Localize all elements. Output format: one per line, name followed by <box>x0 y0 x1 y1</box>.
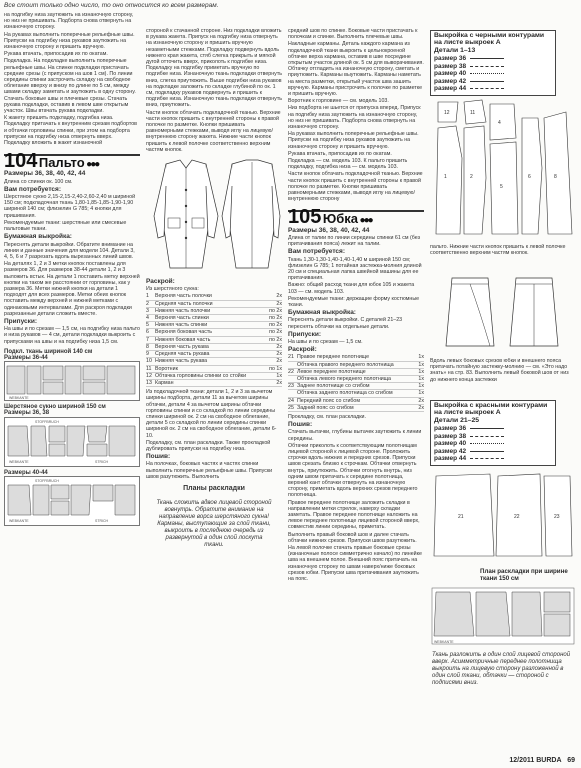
need-title-105: Вам потребуется: <box>288 248 345 256</box>
size-label: размер 38 <box>434 432 467 440</box>
svg-text:2: 2 <box>470 174 473 180</box>
difficulty-dots: ●●● <box>86 159 99 171</box>
size-legend-row <box>431 70 555 78</box>
allow-title: Припуски: <box>4 317 38 325</box>
model-number-105: 105 <box>288 206 322 229</box>
cut-list-row <box>146 344 282 351</box>
cut-row-label: Нижняя часть полочки <box>155 307 211 314</box>
c3-item-5: Подкладка — см. модель 103. К пальто пришить подкладку, подгибка низа — см. модель 103. <box>288 158 408 171</box>
cut-list-row <box>288 405 424 412</box>
cut-list-row <box>288 383 424 390</box>
c3-item-0: Накладные карманы. Деталь каждого кармана из подкладочной ткани выкроить к цельнокроеной обтачке верха кармана, оставив в шве посредине открытым участок длиной ок. 5 см для выворачивания. Обтачку отгладить на изнаночную сторону, сметать и приутюжить. Карманы выутюжить. Карманы наметать на места разметки, открытый участок шва зашить вручную. Карманы пристрочить к полочке по разметке и пришить вручную. <box>288 41 424 98</box>
svg-text:23: 23 <box>554 514 560 520</box>
cut-row-label: Нижняя часть спинки <box>155 322 208 329</box>
model-105-title <box>288 206 424 229</box>
cut-list-row <box>146 329 282 336</box>
size-label: размер 38 <box>434 62 467 70</box>
recommend-text: Рекомендуемые ткани: шерстяные или смесевые пальтовые ткани. <box>4 219 127 233</box>
cut-row-qty: по 2x <box>269 307 282 314</box>
cut-row-qty: 2x <box>418 397 424 404</box>
size-legend-1 <box>431 55 555 93</box>
size-label: размер 40 <box>434 440 467 448</box>
size-legend-row <box>431 55 555 63</box>
cut-list-row <box>288 390 424 397</box>
size-legend-row <box>431 433 555 441</box>
size-legend-row <box>431 63 555 71</box>
size-line-sample <box>470 58 504 59</box>
need-text: Шерстяное сукно 2,15-2,15-2,40-2,60-2,40 м шириной 150 см; подкладочная ткань 1,80-1,85-1,85-1,90-1,90 шириной 140 см; флизелин G 785; 4 кнопки для пришивания. <box>4 194 136 219</box>
cut-row-qty: по 2x <box>269 315 282 322</box>
c3-item-1: Воротник к горловине — см. модель 103. <box>288 98 389 105</box>
cut-row-qty: 2x <box>276 379 282 386</box>
fabric2-title: Шерстяное сукно шириной 150 см <box>4 404 106 411</box>
box2-sub: Детали 21–25 <box>434 417 480 424</box>
cut-row-number: 10 <box>146 358 152 365</box>
fabric1-title: Подкл. ткань шириной 140 см <box>4 348 93 355</box>
cut-row-qty: по 2x <box>269 336 282 343</box>
size-legend-row <box>431 448 555 456</box>
cut-list-row <box>146 308 282 315</box>
sizes-title: Размеры 36, 38, 40, 42, 44 <box>4 170 86 178</box>
cut-row-number: 3 <box>146 307 149 314</box>
cut-list-row <box>146 373 282 380</box>
sizes-sub-105: Длина от талии по линии середины спинки 61 см (без притачивания пояса) лежит на талии. <box>288 234 421 248</box>
plan-title-150: План раскладки при ширине ткани 150 см <box>480 568 568 582</box>
sew-title-105: Пошив: <box>288 421 313 429</box>
box1-title: Выкройка с черными контурами на листе выкроек А <box>434 32 545 46</box>
cut-row-number: 4 <box>146 315 149 322</box>
cut-row-qty: 1x <box>418 354 424 361</box>
svg-text:8: 8 <box>554 174 557 180</box>
cut-row-label: Передний пояс со сгибом <box>297 397 361 404</box>
cut-row-number: 13 <box>146 379 152 386</box>
stoffbruch-label-2: STOFFBRUCH <box>35 478 59 483</box>
size-line-sample <box>470 66 504 67</box>
svg-text:11: 11 <box>470 110 476 116</box>
svg-text:22: 22 <box>514 514 520 520</box>
cut-row-label: Воротник <box>155 365 178 372</box>
need-text2-105: Важно: общий расход ткани для юбок 105 и жакета 103 — см. модель 103. <box>288 282 415 295</box>
webkante-label-1: WEBKANTE <box>9 396 29 401</box>
fabric1-sizes: Размеры 36-44 <box>4 354 48 361</box>
pattern-text-2: На деталях 1, 2 и 3 метки кнопок поставлены для размеров 36. Для размеров 38-44 детали 1, 2 и 3 выложить встык. На детали 1 поставить метку верхней кнопки на таком же расстоянии от горловины, как у размера 36. Метки нижней кнопки на детали 1 подходят для всех размеров. Метки обеих кнопок поставить между верхней и нижней метками с одинаковыми интервалами. Для раскроя подкладки разрезанные детали сложить вместе. <box>4 261 140 317</box>
cut-row-label: Обтачка заднего полотнища со сгибом <box>297 390 393 397</box>
cut-list-row <box>288 369 424 376</box>
model-104-title <box>4 150 140 173</box>
cut-row-number: 2 <box>146 300 149 307</box>
skirt-layout-diagram <box>430 586 576 646</box>
pattern-box-red <box>430 400 556 466</box>
allow-text-105: На швы и по срезам — 1,5 см. <box>288 338 363 345</box>
fabric3-sizes: Размеры 40-44 <box>4 469 48 476</box>
c2-intro-2: Части кнопок обтачать подкладочной тканью. Верхние части кнопок пришить с внутренней стороны к правой полочке по разметке. Кнопки пришивать равномерными стежками, выводя иглу на лицевую/внутреннюю сторону жакета. Нижние части кнопок пришить к левой полочке соответственно верхним частям кнопок. <box>146 109 281 153</box>
cut-row-qty: 2x <box>276 343 282 350</box>
strich-label-1: STRICH <box>95 459 109 464</box>
size-line-sample <box>470 73 504 74</box>
cut-row-number: 12 <box>146 372 152 379</box>
size-legend-row <box>431 440 555 448</box>
column-2 <box>146 28 282 763</box>
cut-row-label: Правое переднее полотнище <box>297 354 370 361</box>
cut-row-qty: 1x <box>418 383 424 390</box>
cut-row-qty: 2x <box>418 404 424 411</box>
c3-item-3: На рукавах выполнить поперечные рельефные швы. Припуски на подгибку низа рукавов заутюжить на изнаночную сторону и пришить вручную. <box>288 131 419 150</box>
cut-row-number: 6 <box>146 329 149 336</box>
cut-row-qty: 2x <box>276 300 282 307</box>
cut-text: Из подкладочной ткани: детали 1, 2 и 3 за вычетом ширины подборта, детали 11 за вычетом ширины обтачки, детали 4 за вычетом ширины обтачки горловины спинки и со складкой по линии середины спинки шириной ок. 2 см на свободное облегание, детали 5 со складкой по линии середины спинки шириной ок. 2 см на свободное облегание, детали 6-10. <box>146 389 277 439</box>
box2-title: Выкройка с красными контурами на листе выкроек А <box>434 402 548 416</box>
difficulty-dots-105: ●●● <box>359 215 372 227</box>
skirt-technical-drawing <box>440 272 570 352</box>
column-3 <box>288 28 424 763</box>
c3-intro: средний шов по спинке. Боковые части пристачать к полочкам и спинке. Выполнить плечевые швы. <box>288 28 418 41</box>
cut-row-label: Верхняя часть рукава <box>155 343 209 350</box>
coat-pattern-pieces <box>430 98 576 240</box>
cut-list-104 <box>146 293 282 387</box>
cut-row-label: Верхняя часть полочки <box>155 293 212 300</box>
cut-list-row <box>146 322 282 329</box>
column-1 <box>4 12 140 762</box>
layout-diagram-lining <box>4 361 140 401</box>
size-label: размер 40 <box>434 70 467 78</box>
cut-row-qty: 1x <box>418 361 424 368</box>
size-line-sample <box>470 443 504 444</box>
fabric2-sizes: Размеры 36, 38 <box>4 410 50 417</box>
cut-list-row <box>146 366 282 373</box>
sew-item-2: Правое переднее полотнище заложить складки в направлении метки стрелок, наверху складки заметать. Правое переднее полотнище наложить на левое переднее полотнище лицевой стороной вверх, совместив линии середины, приметать. <box>288 499 420 531</box>
cut-row-qty: по 2x <box>269 322 282 329</box>
size-legend-row <box>431 78 555 86</box>
cut-sub: Из шерстяного сукна: <box>146 286 199 293</box>
size-line-sample <box>470 451 504 452</box>
cut-list-row <box>146 315 282 322</box>
svg-text:6: 6 <box>528 174 531 180</box>
allow-text: На швы и по срезам — 1,5 см, на подгибку низа пальто и низа рукавов — 4 см, детали подкладки выкроить с припусками на швы и на подгибку низа 1,5 см. <box>4 326 140 345</box>
cut-title-105: Раскрой: <box>288 346 317 354</box>
cut-row-qty: 1x <box>418 390 424 397</box>
cut-title: Раскрой: <box>146 278 175 286</box>
cut-row-number: 24 <box>288 397 294 404</box>
size-label: размер 42 <box>434 447 467 455</box>
cut-row-number: 8 <box>146 343 149 350</box>
cut-row-label: Верхняя часть спинки <box>155 315 209 322</box>
cut-list-105 <box>288 354 424 412</box>
cut-list-row <box>146 380 282 387</box>
recommend-105: Рекомендуемые ткани: держащие форму костюмные ткани. <box>288 295 420 308</box>
cut-row-label: Обтачка правого переднего полотнища <box>297 361 394 368</box>
cut-row-number: 9 <box>146 351 149 358</box>
sizes-title-105: Размеры 36, 38, 40, 42, 44 <box>288 226 370 234</box>
cut-row-number: 21 <box>288 354 294 361</box>
size-label: размер 36 <box>434 425 467 433</box>
model-word: Пальто <box>38 155 85 171</box>
cut-row-label: Нижняя боковая часть <box>155 336 211 343</box>
strich-label-2: STRICH <box>95 518 109 523</box>
cut-row-label: Обтачка горловины спинки со стойки <box>155 372 247 379</box>
c4-text1: пальто. Нижние части кнопок пришить к левой полочке соответственно верхним частям кнопок. <box>430 244 566 257</box>
c2-intro: стороной к стачанной стороне. Низ подкладки вложить в рукава жакета. Припуск на подгибку низа отвернуть на изнаночную сторону и пришить вручную незаметными стежками. Подкладку подвернуть вдоль нижнего края жакета, стяб слегка прикрыть и мягкой дугой отточить вверх, приколоть к подгибке низа. Подкладку на подгибку приметать вручную по подгибке низа. Изнаночную ткань подкладки отвернуть вниз, слегка приутюжить. Выше подгибки низа рукавов на подкладке заложить по складке глубиной по ок. 1 см, подкладку рукавов подвернуть и пришить к подгибке низа. Изнаночную ткань подкладки отвернуть вниз, приутюжить. <box>146 28 282 109</box>
cut-row-number: 22 <box>288 368 294 375</box>
pattern-title: Бумажная выкройка: <box>4 233 72 241</box>
sew-item-4: На левой полочке стачать правые боковые срезы (изнаночные полосе симметрично начало) по линейке шва на внешнем полое. Внешний пояс притачать на изнаночную сторону по швам наверх/ниже боковых срезов юбки. Припуски шва притачивания заутюжить на пояс. <box>288 545 422 583</box>
plans-title: Планы раскладки <box>183 484 245 492</box>
need-text-105: Ткань 1,30-1,30-1,40-1,40-1,40 м шириной 150 см; флизелин G 785; 1 потайная застежка-молния длиной 20 см и специальная лапка швейной машины для ее притачивания. <box>288 256 422 282</box>
cut-row-label: Карман <box>155 379 174 386</box>
cut-list-row <box>288 362 424 369</box>
cut-row-label: Средняя часть рукава <box>155 351 210 358</box>
cut-row-number: 23 <box>288 383 294 390</box>
size-legend-row <box>431 85 555 93</box>
cut-row-number: 11 <box>146 365 152 372</box>
sew-item-0: Стачать вытачки, глубины вытачек заутюжить к линии середины. <box>288 429 422 442</box>
svg-text:4: 4 <box>498 120 501 126</box>
size-line-sample <box>470 436 504 437</box>
svg-text:21: 21 <box>458 514 464 520</box>
cut-list-row <box>146 337 282 344</box>
c1-intro-0: на подгибку низа заутюжить на изнаночную сторону, но низ не пришивать. Подборта снова отвернуть на изнаночную сторону. <box>4 12 134 31</box>
cut-row-qty: 2x <box>276 293 282 300</box>
cut-row-label: Левое переднее полотнище <box>297 368 366 375</box>
sew-title: Пошив: <box>146 453 171 461</box>
stoffbruch-label-1: STOFFBRUCH <box>35 419 59 424</box>
size-label: размер 44 <box>434 85 467 93</box>
cut-list-row <box>146 358 282 365</box>
svg-text:12: 12 <box>444 110 450 116</box>
svg-text:1: 1 <box>444 174 447 180</box>
cut-row-number: 1 <box>146 293 149 300</box>
c3-item-2: Низ подборта не шьется от припуска вперед. Припуск на подгибку низа заутюжить на изнаночную сторону, но низ не пришивать. Подборта снова отвернуть на изнаночную сторону. <box>288 105 421 131</box>
cut-row-label: Средняя часть полочки <box>155 300 213 307</box>
model-word-105: Юбка <box>322 211 359 227</box>
cut-row-label: Обтачка левого переднего полотнища <box>297 375 392 382</box>
cut-list-row <box>146 351 282 358</box>
allow-title-105: Припуски: <box>288 330 322 338</box>
layout-diagram-wool-36-38 <box>4 417 140 467</box>
c1-intro-2: Рукава втачать, припосадив их по окатам. <box>4 51 108 58</box>
pattern-title-105: Бумажная выкройка: <box>288 309 356 317</box>
layout-diagram-wool-40-44 <box>4 476 140 526</box>
webkante-label-4: WEBKANTE <box>434 640 454 644</box>
c3-item-4: Рукава втачать, припосадив их по окатам. <box>288 150 392 157</box>
sizes-sub: Длина со спинки ок. 100 см. <box>4 178 73 185</box>
pattern-box-black <box>430 30 556 96</box>
cut-row-qty: 2x <box>276 351 282 358</box>
coat-technical-drawing <box>146 156 282 276</box>
model-number: 104 <box>4 150 38 173</box>
cut-row-label: Задний пояс со сгибом <box>297 404 354 411</box>
cut-row-qty: 1x <box>276 372 282 379</box>
cut-row-number: 25 <box>288 404 294 411</box>
cut-row-qty: по 2x <box>269 329 282 336</box>
c3-item-6: Части кнопок обтачать подкладочной тканью. Верхние части кнопок пришить с внутренней стороны к правой полочке по разметке. Кнопки пришивать равномерными стежками, выводя иглу на лицевую/внутреннюю сторону <box>288 171 423 203</box>
sew-item-3: Выполнить правый боковой шов и далее стачать обтачки нижних срезов. Припуски швов разутюжить. <box>288 531 417 544</box>
cut-row-label: Заднее полотнище со сгибом <box>297 383 370 390</box>
pattern-text: Переснять детали выкройки. Обратите внимание на линии и данные значения для модели 104. Детали 3, 4, 5, 6 и 7 разрезать вдоль вырезанных линий швов. <box>4 241 135 260</box>
webkante-label-3: WEBKANTE <box>9 518 29 523</box>
svg-text:5: 5 <box>500 184 503 190</box>
box1-sub: Детали 1–13 <box>434 47 476 54</box>
cut-list-row <box>146 301 282 308</box>
size-line-sample <box>470 88 504 89</box>
cut-row-qty: 2x <box>276 358 282 365</box>
cut-row-number: 7 <box>146 336 149 343</box>
cut-list-row <box>288 354 424 361</box>
cut-list-row <box>146 293 282 300</box>
size-line-sample <box>470 458 504 459</box>
size-legend-row <box>431 455 555 463</box>
c1-intro-4: К жакету пришить подкладку, подгибка низа. Подкладку притачать к внутренним срезам подбортов и обтачки горловины спинки, при этом на подборта припуски на подгибку низа отвернуть вверх. Подкладку вложить в жакет изнаночной <box>4 115 137 147</box>
cut-text-2: Подкладку, см. план раскладки. Также прокладкой дублировать припуски на подгибку низа. <box>146 439 271 452</box>
c1-intro-1: На рукавах выполнить поперечные рельефные швы. Припуски на подгибку низа рукавов заутюжить на изнаночную сторону и пришить вручную. <box>4 31 135 51</box>
c1-intro-3: Подкладка. На подкладке выполнить поперечные рельефные швы. На спинке подкладки пристачать средние срезы (с припуском на шов 1 см). По линии середины спинки застрочить складку на свободное облегание вверху и внизу по длине по 5 см, между швами складку заметать и заутюжить в одну сторону. Стачать боковые швы и плечевые срезы. Стачать рукава подкладки, оставив в левом шве открытым участок. Швы втачать рукава подкладки. <box>4 58 136 115</box>
need-title: Вам потребуется: <box>4 185 61 193</box>
size-line-sample <box>470 428 504 429</box>
footer-page-number: 69 <box>567 757 575 764</box>
cut-row-label: Верхняя боковая часть <box>155 329 213 336</box>
cut-text-105: Прокладку, см. план раскладки. <box>288 413 366 420</box>
plan-note-150: Ткань разложить в один слой лицевой стороной вверх. Асимметричные переднее полотнища выкроить на лицевую сторону разложенной в один слой ткани, обтачки — стороной с подписями вниз. <box>432 652 571 686</box>
size-label: размер 42 <box>434 77 467 85</box>
footer-issue: 12/2011 BURDA <box>509 757 562 764</box>
cut-list-row <box>288 398 424 405</box>
pattern-text-105: Переснять детали выкройки. С деталей 21–23 переснять обтачки на отдельные детали. <box>288 317 403 330</box>
sew-text: На полочках, боковых частях и частях спинки выполнить поперечные рельефные швы. Припуски швов разутюжить. Выполнить <box>146 461 273 480</box>
cut-row-label: Нижняя часть рукава <box>155 358 208 365</box>
cut-row-qty: по 1x <box>269 365 282 372</box>
c4-text2: Вдоль левых боковых срезов юбки и внешнего пояса притачать потайную застежку-молнию — см. «Это надо знать» на стр. 83. Выполнить левый боковой шов от низ до нижнего конца застежки <box>430 358 569 383</box>
page-footer <box>509 757 575 764</box>
size-legend-row <box>431 425 555 433</box>
cut-row-number: 5 <box>146 322 149 329</box>
webkante-label-2: WEBKANTE <box>9 459 29 464</box>
header-note: Все стоит только одно число, то оно относится ко всем размерам. <box>4 2 219 9</box>
size-line-sample <box>470 81 504 82</box>
plans-note: Ткань сложить вдвое лицевой стороной вовнутрь. Обратите внимание на направление ворса шерстяного сукна! Карманы, выступающие за слой ткани, выкроить в последнюю очередь из развернутой в один слой лоскута ткани. <box>156 500 272 549</box>
size-label: размер 44 <box>434 455 467 463</box>
size-legend-2 <box>431 425 555 463</box>
skirt-pattern-pieces <box>430 468 576 564</box>
cut-row-qty: 1x <box>418 368 424 375</box>
cut-list-row <box>288 376 424 383</box>
cut-row-qty: 1x <box>418 375 424 382</box>
sew-item-1: Обтачки приколоть к соответствующим полотнищам лицевой стороной к лицевой стороне. Проложить строчки вдоль нижних и передних срезов. Припуски швов срезать близко к строчкам. Обтачки отвернуть внутрь, приутюжить. Обтачки отогнуть внутрь, низ одним швом притачать к середине полотнища, верхний кант обтачки отвернуть на изнаночную сторону, приметать вдоль верхних срезов переднего полотнища. <box>288 442 418 499</box>
size-label: размер 36 <box>434 55 467 63</box>
